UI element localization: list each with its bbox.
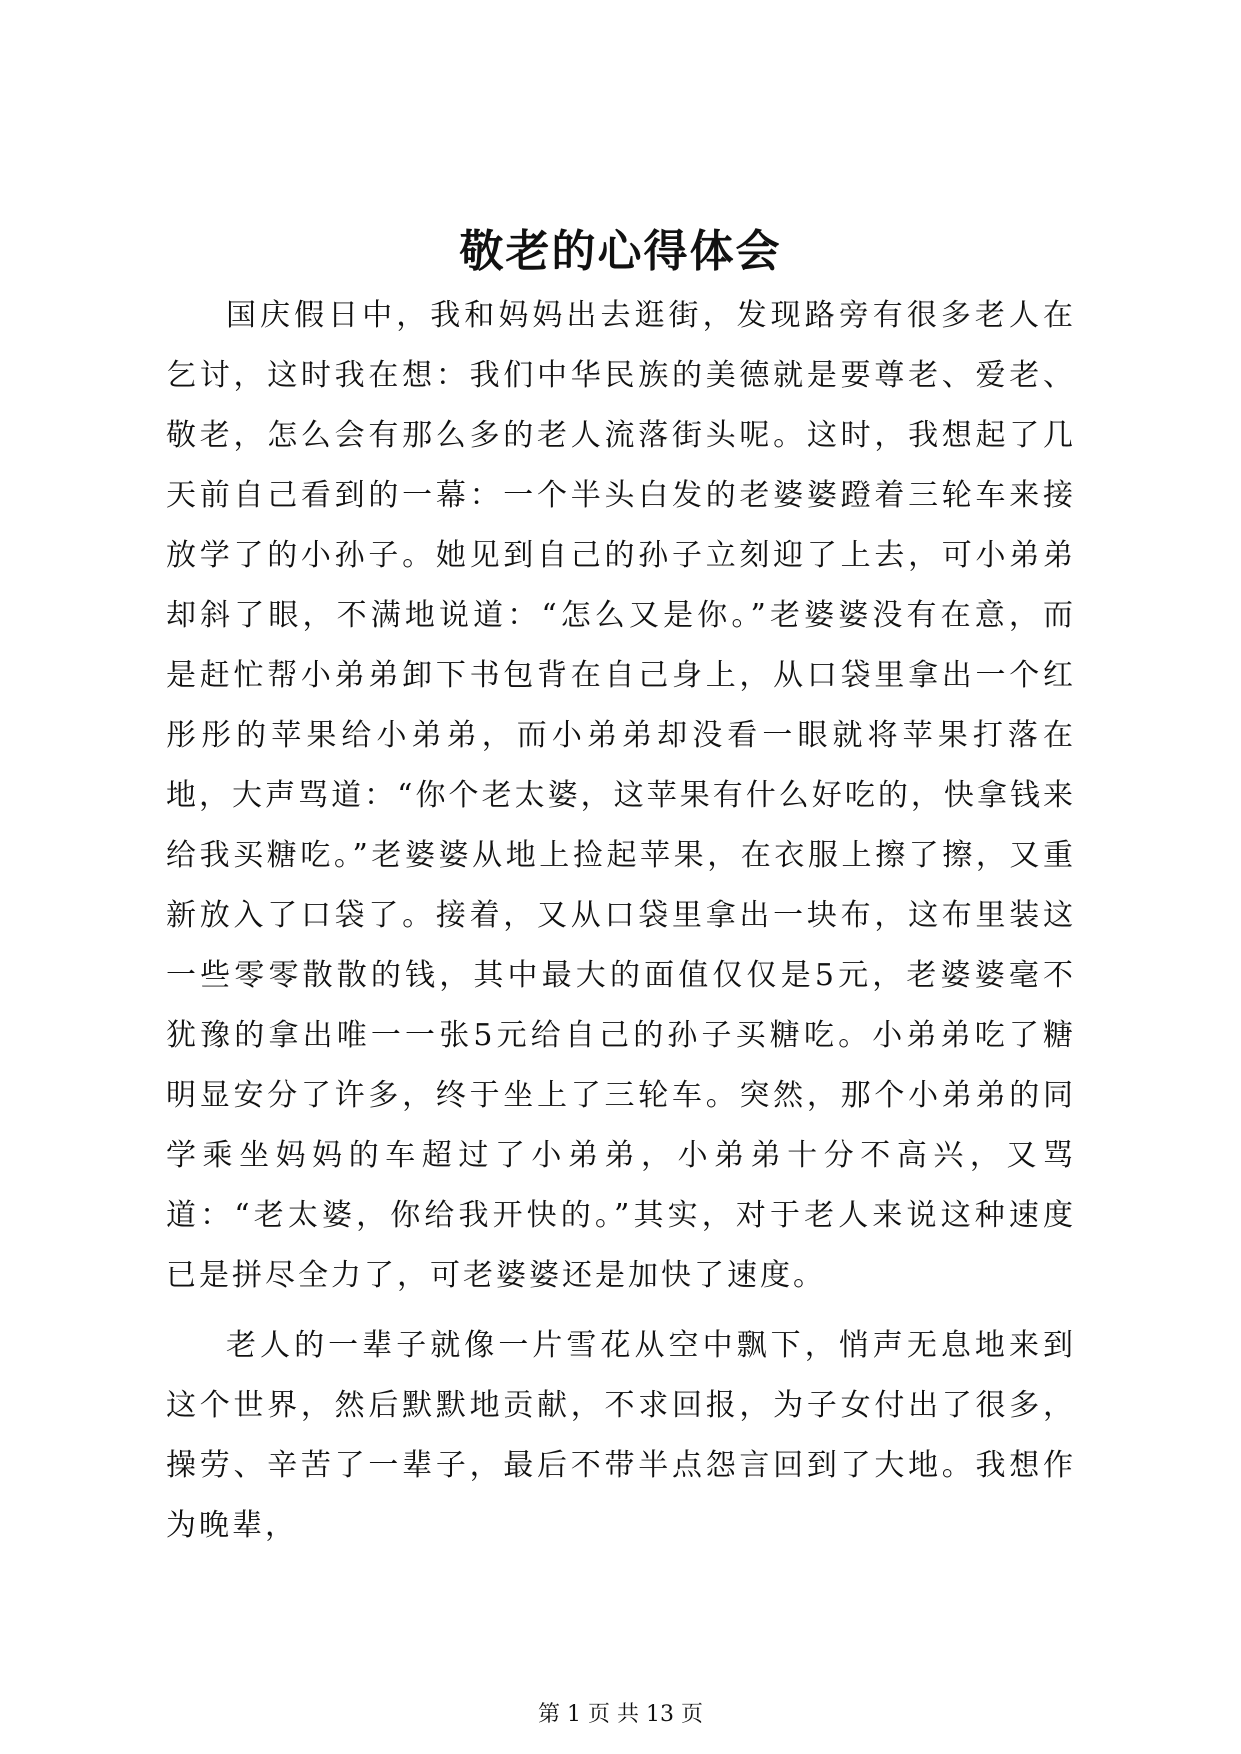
page-number-footer: 第 1 页 共 13 页 [538,1702,703,1727]
paragraph-1: 国庆假日中，我和妈妈出去逛街，发现路旁有很多老人在乞讨，这时我在想：我们中华民族的美德就是要尊老、爱老、敬老，怎么会有那么多的老人流落街头呢。这时，我想起了几天前自己看到的一幕：一个半头白发的老婆婆蹬着三轮车来接放学了的小孙子。她见到自己的孙子立刻迎了上去，可小弟弟却斜了眼，不满地说道：“怎么又是你。”老婆婆没有在意，而是赶忙帮小弟弟卸下书包背在自己身上，从口袋里拿出一个红彤彤的苹果给小弟弟，而小弟弟却没看一眼就将苹果打落在地，大声骂道：“你个老太婆，这苹果有什么好吃的，快拿钱来给我买糖吃。”老婆婆从地上捡起苹果，在衣服上擦了擦，又重新放入了口袋了。接着，又从口袋里拿出一块布，这布里装这一些零零散散的钱，其中最大的面值仅仅是5元，老婆婆毫不犹豫的拿出唯一一张5元给自己的孙子买糖吃。小弟弟吃了糖明显安分了许多，终于坐上了三轮车。突然，那个小弟弟的同学乘坐妈妈的车超过了小弟弟，小弟弟十分不高兴，又骂道：“老太婆，你给我开快的。”其实，对于老人来说这种速度已是拼尽全力了，可老婆婆还是加快了速度。 [166,298,1076,1293]
document-title: 敬老的心得体会 [459,226,782,277]
paragraph-2: 老人的一辈子就像一片雪花从空中飘下，悄声无息地来到这个世界，然后默默地贡献，不求回报，为子女付出了很多，操劳、辛苦了一辈子，最后不带半点怨言回到了大地。我想作为晚辈， [166,1328,1076,1543]
document-body [166,286,1076,1556]
